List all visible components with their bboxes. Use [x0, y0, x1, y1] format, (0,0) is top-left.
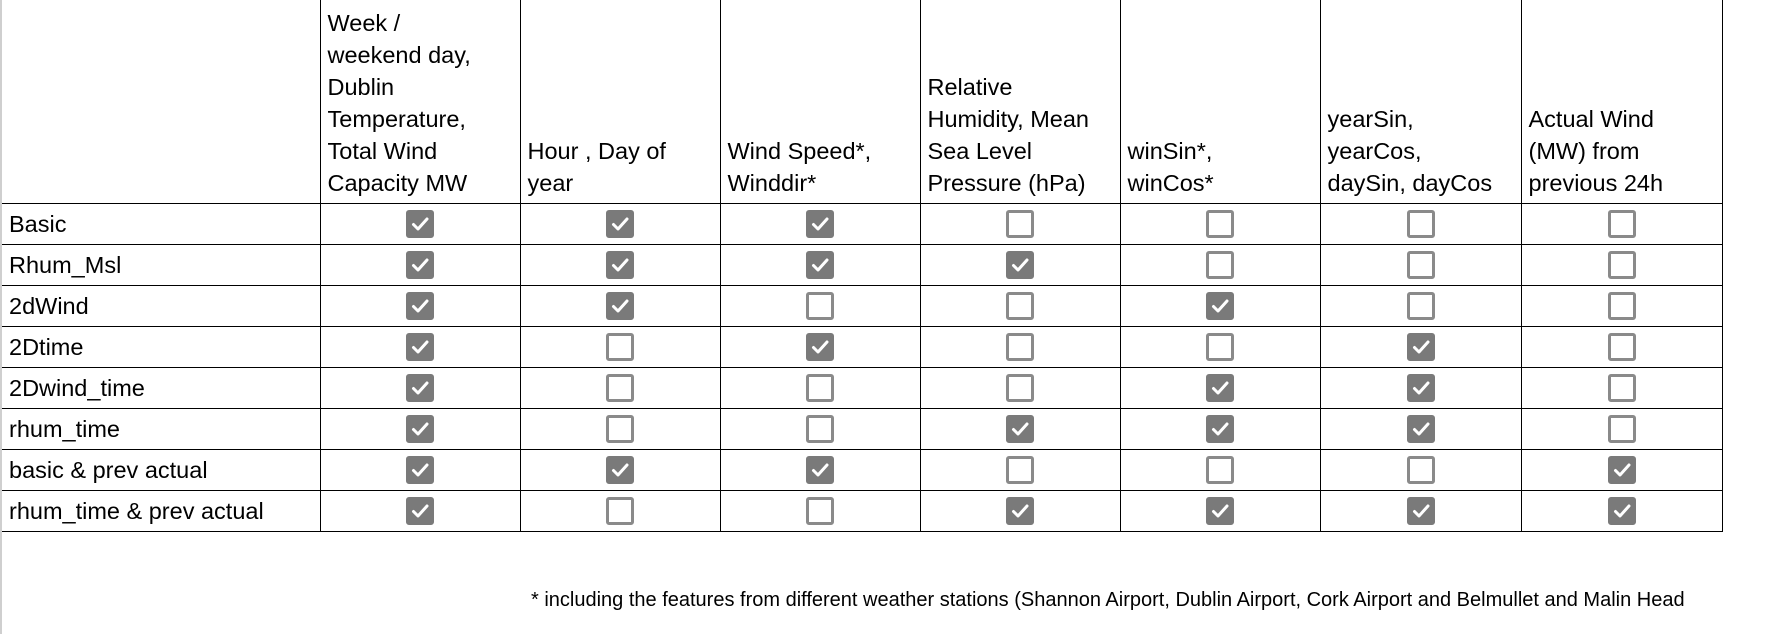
checkbox-cell [320, 450, 520, 491]
table-row [2, 245, 1722, 286]
checkbox-cell [1120, 245, 1320, 286]
table-row [2, 204, 1722, 245]
checkbox-unchecked[interactable] [606, 497, 634, 525]
checkbox-checked[interactable] [1407, 374, 1435, 402]
checkmark-icon [1411, 419, 1431, 439]
checkbox-cell [520, 491, 720, 532]
footnote: * including the features from different weather stations (Shannon Airport, Dublin Airport, Cork Airport and Belmullet and Malin Head [531, 589, 1685, 611]
checkbox-cell [1521, 368, 1722, 409]
checkbox-cell [1320, 327, 1521, 368]
checkmark-icon [1612, 460, 1632, 480]
checkbox-cell [920, 327, 1120, 368]
checkbox-cell [1320, 245, 1521, 286]
checkbox-checked[interactable] [1206, 292, 1234, 320]
checkmark-icon [610, 296, 630, 316]
row-label: Rhum_Msl [2, 245, 320, 286]
checkbox-unchecked[interactable] [1407, 456, 1435, 484]
table-row [2, 286, 1722, 327]
checkmark-icon [1210, 296, 1230, 316]
checkbox-cell [320, 409, 520, 450]
checkbox-cell [1320, 409, 1521, 450]
table-row [2, 368, 1722, 409]
checkbox-checked[interactable] [806, 210, 834, 238]
checkbox-unchecked[interactable] [606, 415, 634, 443]
checkbox-cell [1521, 409, 1722, 450]
checkbox-cell [520, 245, 720, 286]
checkbox-cell [720, 368, 920, 409]
checkbox-cell [320, 327, 520, 368]
checkbox-checked[interactable] [606, 251, 634, 279]
checkbox-checked[interactable] [1006, 415, 1034, 443]
checkbox-checked[interactable] [406, 497, 434, 525]
checkbox-unchecked[interactable] [1407, 251, 1435, 279]
checkbox-checked[interactable] [606, 456, 634, 484]
checkbox-unchecked[interactable] [1206, 456, 1234, 484]
column-header: Week / weekend day, Dublin Temperature, Total Wind Capacity MW [320, 0, 520, 204]
checkbox-cell [520, 204, 720, 245]
checkmark-icon [410, 501, 430, 521]
checkbox-cell [920, 245, 1120, 286]
checkmark-icon [810, 337, 830, 357]
checkbox-checked[interactable] [406, 415, 434, 443]
checkbox-checked[interactable] [406, 456, 434, 484]
row-label: 2Dwind_time [2, 368, 320, 409]
checkbox-checked[interactable] [1206, 497, 1234, 525]
checkbox-cell [920, 491, 1120, 532]
table-body [2, 204, 1722, 532]
checkbox-cell [1120, 286, 1320, 327]
header-row [2, 0, 1722, 204]
checkbox-cell [320, 204, 520, 245]
checkbox-cell [920, 450, 1120, 491]
checkbox-cell [1521, 286, 1722, 327]
checkbox-unchecked[interactable] [806, 374, 834, 402]
checkbox-cell [920, 286, 1120, 327]
checkbox-unchecked[interactable] [1608, 251, 1636, 279]
checkbox-cell [1120, 327, 1320, 368]
checkbox-checked[interactable] [1608, 497, 1636, 525]
column-header: Wind Speed*, Winddir* [720, 0, 920, 204]
checkbox-checked[interactable] [1206, 374, 1234, 402]
checkbox-cell [1320, 204, 1521, 245]
checkmark-icon [810, 214, 830, 234]
checkmark-icon [410, 214, 430, 234]
row-label: rhum_time & prev actual [2, 491, 320, 532]
checkmark-icon [1010, 255, 1030, 275]
checkbox-unchecked[interactable] [1206, 333, 1234, 361]
checkmark-icon [410, 337, 430, 357]
checkbox-unchecked[interactable] [1006, 210, 1034, 238]
checkbox-unchecked[interactable] [1206, 210, 1234, 238]
checkmark-icon [610, 255, 630, 275]
checkbox-cell [720, 450, 920, 491]
checkbox-checked[interactable] [606, 292, 634, 320]
checkbox-cell [1521, 245, 1722, 286]
checkbox-checked[interactable] [806, 333, 834, 361]
checkbox-unchecked[interactable] [806, 415, 834, 443]
checkmark-icon [1210, 378, 1230, 398]
checkbox-checked[interactable] [406, 251, 434, 279]
checkbox-unchecked[interactable] [806, 497, 834, 525]
table-row [2, 327, 1722, 368]
checkbox-unchecked[interactable] [1006, 374, 1034, 402]
checkbox-cell [720, 491, 920, 532]
column-header: Relative Humidity, Mean Sea Level Pressure (hPa) [920, 0, 1120, 204]
checkbox-checked[interactable] [806, 251, 834, 279]
checkbox-unchecked[interactable] [1407, 210, 1435, 238]
checkbox-cell [1521, 491, 1722, 532]
checkmark-icon [610, 460, 630, 480]
row-label: basic & prev actual [2, 450, 320, 491]
column-header: Actual Wind (MW) from previous 24h [1521, 0, 1722, 204]
checkbox-checked[interactable] [1006, 251, 1034, 279]
checkbox-cell [520, 450, 720, 491]
checkmark-icon [1210, 419, 1230, 439]
table-row [2, 409, 1722, 450]
checkmark-icon [410, 460, 430, 480]
checkbox-checked[interactable] [606, 210, 634, 238]
checkbox-unchecked[interactable] [1608, 333, 1636, 361]
checkbox-unchecked[interactable] [1407, 292, 1435, 320]
checkmark-icon [810, 255, 830, 275]
checkmark-icon [1411, 501, 1431, 521]
checkbox-checked[interactable] [406, 333, 434, 361]
checkmark-icon [1010, 419, 1030, 439]
checkbox-cell [1120, 204, 1320, 245]
checkmark-icon [410, 296, 430, 316]
checkbox-cell [720, 204, 920, 245]
checkbox-unchecked[interactable] [1006, 292, 1034, 320]
checkbox-cell [1120, 450, 1320, 491]
checkbox-cell [520, 327, 720, 368]
checkmark-icon [1411, 337, 1431, 357]
checkbox-checked[interactable] [1407, 333, 1435, 361]
checkbox-cell [1521, 450, 1722, 491]
checkbox-cell [920, 204, 1120, 245]
feature-table [2, 0, 1723, 532]
checkbox-cell [720, 409, 920, 450]
checkbox-cell [320, 368, 520, 409]
row-label: 2Dtime [2, 327, 320, 368]
column-header: yearSin, yearCos, daySin, dayCos [1320, 0, 1521, 204]
column-header: winSin*, winCos* [1120, 0, 1320, 204]
checkbox-cell [920, 368, 1120, 409]
corner-header-cell [2, 0, 320, 204]
checkbox-cell [520, 286, 720, 327]
checkbox-cell [1320, 491, 1521, 532]
table-row [2, 491, 1722, 532]
checkbox-unchecked[interactable] [606, 333, 634, 361]
checkbox-checked[interactable] [406, 292, 434, 320]
checkbox-cell [720, 327, 920, 368]
checkbox-checked[interactable] [1206, 415, 1234, 443]
checkbox-cell [520, 409, 720, 450]
checkbox-cell [1320, 450, 1521, 491]
checkbox-cell [920, 409, 1120, 450]
checkmark-icon [810, 460, 830, 480]
checkbox-checked[interactable] [1407, 415, 1435, 443]
checkbox-cell [1320, 286, 1521, 327]
checkbox-cell [1521, 327, 1722, 368]
checkmark-icon [1411, 378, 1431, 398]
checkmark-icon [1210, 501, 1230, 521]
checkmark-icon [410, 255, 430, 275]
checkbox-checked[interactable] [806, 456, 834, 484]
row-label: Basic [2, 204, 320, 245]
checkbox-checked[interactable] [406, 374, 434, 402]
checkbox-checked[interactable] [1407, 497, 1435, 525]
checkbox-cell [320, 245, 520, 286]
checkmark-icon [610, 214, 630, 234]
checkbox-unchecked[interactable] [1608, 292, 1636, 320]
checkbox-cell [720, 245, 920, 286]
checkmark-icon [1010, 501, 1030, 521]
checkbox-unchecked[interactable] [1608, 210, 1636, 238]
checkbox-unchecked[interactable] [1608, 415, 1636, 443]
row-label: 2dWind [2, 286, 320, 327]
checkbox-cell [520, 368, 720, 409]
checkbox-checked[interactable] [1608, 456, 1636, 484]
checkbox-cell [1120, 368, 1320, 409]
column-header: Hour , Day of year [520, 0, 720, 204]
checkmark-icon [1612, 501, 1632, 521]
checkbox-cell [1120, 409, 1320, 450]
checkbox-unchecked[interactable] [606, 374, 634, 402]
checkbox-cell [1120, 491, 1320, 532]
checkmark-icon [410, 378, 430, 398]
checkbox-checked[interactable] [406, 210, 434, 238]
checkbox-unchecked[interactable] [1608, 374, 1636, 402]
checkbox-unchecked[interactable] [1006, 456, 1034, 484]
checkbox-cell [720, 286, 920, 327]
checkbox-unchecked[interactable] [1006, 333, 1034, 361]
checkbox-checked[interactable] [1006, 497, 1034, 525]
checkmark-icon [410, 419, 430, 439]
checkbox-unchecked[interactable] [1206, 251, 1234, 279]
row-label: rhum_time [2, 409, 320, 450]
checkbox-cell [320, 286, 520, 327]
checkbox-cell [1521, 204, 1722, 245]
table-row [2, 450, 1722, 491]
checkbox-cell [1320, 368, 1521, 409]
checkbox-cell [320, 491, 520, 532]
checkbox-unchecked[interactable] [806, 292, 834, 320]
